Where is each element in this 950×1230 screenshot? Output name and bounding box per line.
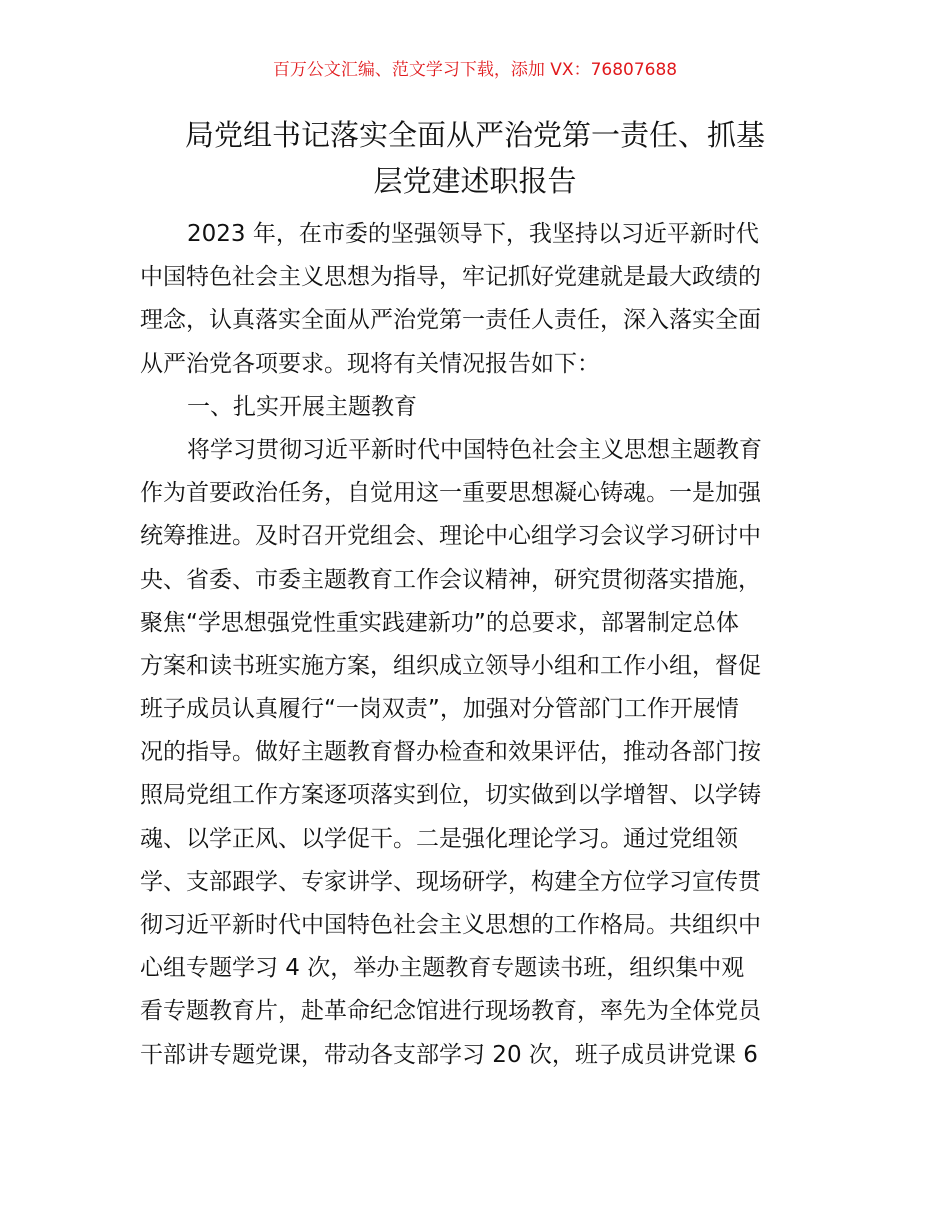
download-notice: 百万公文汇编、范文学习下载，添加 VX：76807688 [272, 60, 678, 80]
body-text-line: 2023 年，在市委的坚强领导下，我坚持以习近平新时代 [187, 221, 759, 247]
body-text-line: 理念，认真落实全面从严治党第一责任人责任，深入落实全面 [140, 307, 761, 334]
body-text-line: 聚焦“学思想强党性重实践建新功”的总要求，部署制定总体 [140, 609, 739, 636]
body-text-line: 照局党组工作方案逐项落实到位，切实做到以学增智、以学铸 [140, 782, 761, 809]
title-line-1: 局党组书记落实全面从严治党第一责任、抓基 [184, 118, 765, 152]
body-text-line: 况的指导。做好主题教育督办检查和效果评估，推动各部门按 [140, 739, 761, 766]
document-body [140, 213, 820, 1077]
body-text-line: 心组专题学习 4 次，举办主题教育专题读书班，组织集中观 [140, 955, 745, 982]
body-text-line: 看专题教育片，赴革命纪念馆进行现场教育，率先为全体党员 [140, 998, 761, 1025]
title-line-2: 层党建述职报告 [373, 164, 577, 198]
body-text-line: 干部讲专题党课，带动各支部学习 20 次，班子成员讲党课 6 [140, 1041, 758, 1068]
body-text-line: 央、省委、市委主题教育工作会议精神，研究贯彻落实措施， [140, 566, 761, 593]
document-title [120, 112, 830, 204]
section-heading: 一、扎实开展主题教育 [187, 393, 417, 420]
body-text-line: 魂、以学正风、以学促干。二是强化理论学习。通过党组领 [140, 825, 738, 852]
body-text-line: 统筹推进。及时召开党组会、理论中心组学习会议学习研讨中 [140, 523, 761, 550]
body-text-line: 将学习贯彻习近平新时代中国特色社会主义思想主题教育 [187, 436, 762, 463]
body-text-line: 班子成员认真履行“一岗双责”，加强对分管部门工作开展情 [140, 696, 739, 723]
body-text-line: 彻习近平新时代中国特色社会主义思想的工作格局。共组织中 [140, 912, 761, 938]
body-text-line: 方案和读书班实施方案，组织成立领导小组和工作小组，督促 [140, 652, 761, 679]
body-text-line: 中国特色社会主义思想为指导，牢记抓好党建就是最大政绩的 [140, 264, 761, 291]
body-text-line: 作为首要政治任务，自觉用这一重要思想凝心铸魂。一是加强 [140, 480, 761, 507]
body-text-line: 从严治党各项要求。现将有关情况报告如下： [140, 350, 600, 377]
body-text-line: 学、支部跟学、专家讲学、现场研学，构建全方位学习宣传贯 [140, 868, 761, 895]
